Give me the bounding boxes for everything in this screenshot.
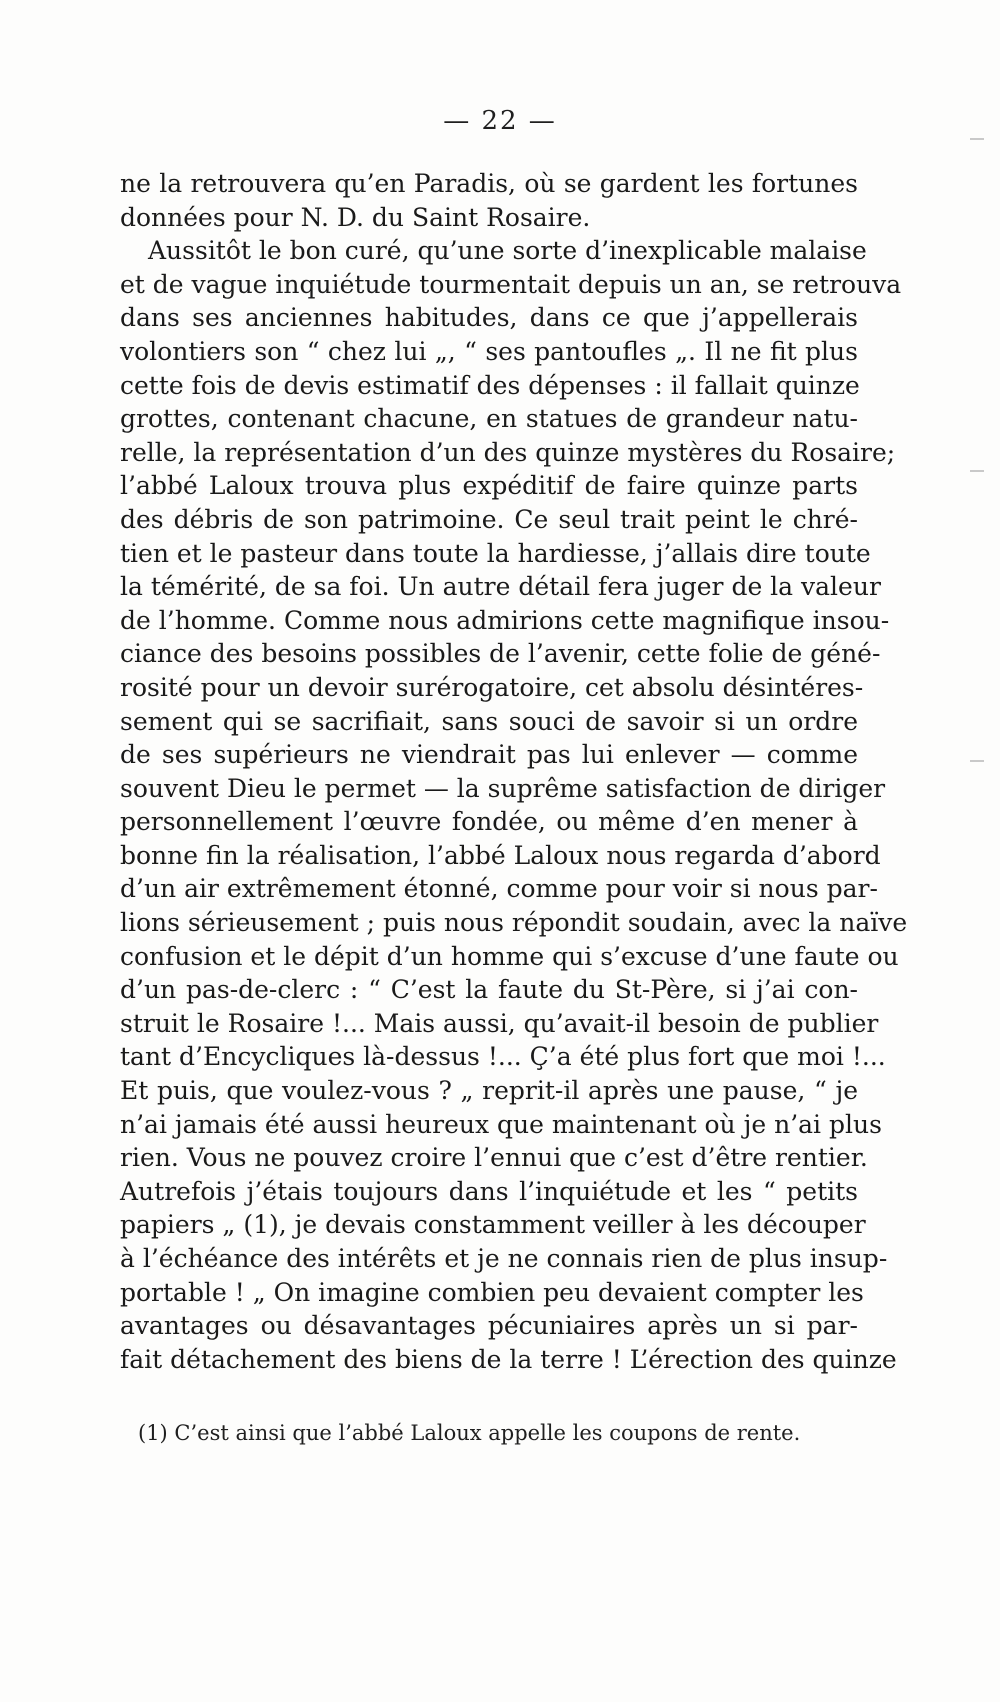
text-line: données pour N. D. du Saint Rosaire. [120, 202, 591, 232]
text-line: Autrefois j’étais toujours dans l’inquiétude et les “ petits [120, 1176, 858, 1206]
text-line: rosité pour un devoir surérogatoire, cet absolu désintéres- [120, 672, 864, 702]
text-line: grottes, contenant chacune, en statues de grandeur natu- [120, 404, 858, 434]
text-line: Et puis, que voulez-vous ? „ reprit-il après une pause, “ je [120, 1076, 858, 1106]
text-line: l’abbé Laloux trouva plus expéditif de faire quinze parts [120, 471, 858, 501]
text-line: personnellement l’œuvre fondée, ou même d’en mener à [120, 807, 858, 837]
text-line: confusion et le dépit d’un homme qui s’excuse d’une faute ou [120, 941, 899, 971]
text-line: struit le Rosaire !... Mais aussi, qu’avait-il besoin de publier [120, 1008, 879, 1038]
text-line: ne la retrouvera qu’en Paradis, où se gardent les fortunes [120, 169, 858, 198]
text-line: souvent Dieu le permet — la suprême satisfaction de diriger [120, 773, 886, 803]
text-line: sement qui se sacrifiait, sans souci de savoir si un ordre [120, 706, 858, 736]
text-line: et de vague inquiétude tourmentait depuis un an, se retrouva [120, 269, 902, 299]
margin-mark [970, 138, 984, 140]
text-line: lions sérieusement ; puis nous répondit soudain, avec la naïve [120, 908, 908, 938]
text-line: avantages ou désavantages pécuniaires après un si par- [120, 1311, 858, 1341]
margin-mark [970, 760, 984, 762]
footnote: (1) C’est ainsi que l’abbé Laloux appelle les coupons de rente. [138, 1421, 801, 1445]
text-line: de ses supérieurs ne viendrait pas lui enlever — comme [120, 740, 858, 770]
text-line: fait détachement des biens de la terre ! L’érection des quinze [120, 1344, 897, 1374]
text-line: des débris de son patrimoine. Ce seul trait peint le chré- [120, 504, 858, 534]
text-line: d’un air extrêmement étonné, comme pour voir si nous par- [120, 874, 878, 904]
text-line: volontiers son “ chez lui „, “ ses pantoufles „. Il ne fit plus [120, 336, 858, 366]
text-line: bonne fin la réalisation, l’abbé Laloux nous regarda d’abord [120, 840, 881, 870]
text-line: de l’homme. Comme nous admirions cette magnifique insou- [120, 605, 890, 635]
text-line: cette fois de devis estimatif des dépenses : il fallait quinze [120, 370, 860, 400]
text-line: Aussitôt le bon curé, qu’une sorte d’inexplicable malaise [148, 236, 867, 266]
text-line: tien et le pasteur dans toute la hardiesse, j’allais dire toute [120, 538, 871, 568]
text-line: relle, la représentation d’un des quinze mystères du Rosaire; [120, 437, 896, 467]
body-text [120, 167, 908, 1376]
text-line: rien. Vous ne pouvez croire l’ennui que c’est d’être rentier. [120, 1143, 868, 1173]
text-line: n’ai jamais été aussi heureux que maintenant où je n’ai plus [120, 1109, 882, 1139]
text-line: dans ses anciennes habitudes, dans ce que j’appellerais [120, 303, 858, 333]
page-number: — 22 — [443, 106, 557, 136]
text-line: la témérité, de sa foi. Un autre détail fera juger de la valeur [120, 572, 881, 602]
text-line: ciance des besoins possibles de l’avenir, cette folie de géné- [120, 639, 881, 669]
text-line: à l’échéance des intérêts et je ne connais rien de plus insup- [120, 1244, 888, 1273]
margin-mark [970, 470, 984, 472]
text-line: papiers „ (1), je devais constamment veiller à les découper [120, 1210, 866, 1240]
text-line: tant d’Encycliques là-dessus !... Ç’a été plus fort que moi !... [120, 1042, 886, 1072]
text-line: d’un pas-de-clerc : “ C’est la faute du St-Père, si j’ai con- [120, 975, 858, 1005]
text-line: portable ! „ On imagine combien peu devaient compter les [120, 1277, 864, 1307]
